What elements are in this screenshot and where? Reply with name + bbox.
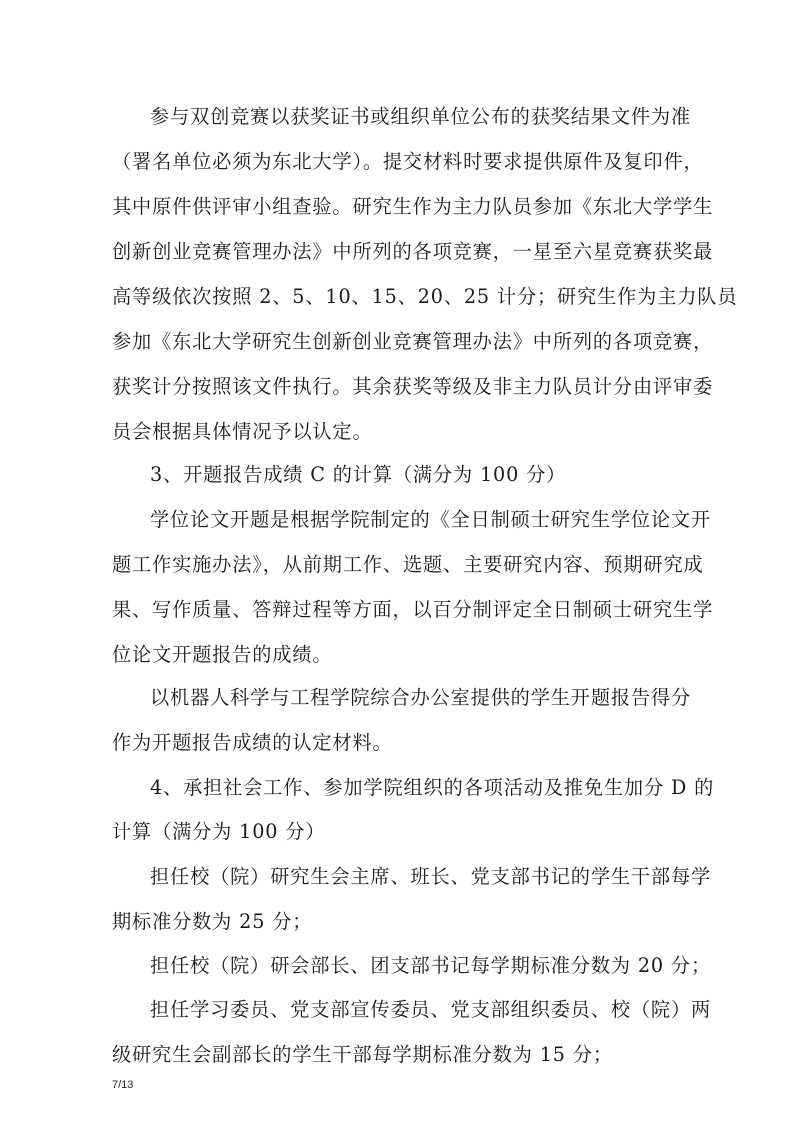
section-heading: 计算（满分为 100 分） <box>112 820 326 843</box>
paragraph-line: 题工作实施办法》，从前期工作、选题、主要研究内容、预期研究成 <box>112 553 704 576</box>
paragraph-line: 作为开题报告成绩的认定材料。 <box>112 731 393 754</box>
paragraph-line: 级研究生会副部长的学生干部每学期标准分数为 15 分； <box>112 1043 613 1066</box>
paragraph-line: 获奖计分按照该文件执行。其余获奖等级及非主力队员计分由评审委 <box>112 375 714 398</box>
paragraph-line: 担任校（院）研会部长、团支部书记每学期标准分数为 20 分； <box>150 954 711 977</box>
paragraph-line: 员会根据具体情况予以认定。 <box>112 420 373 443</box>
paragraph-line: 参加《东北大学研究生创新创业竞赛管理办法》中所列的各项竞赛， <box>112 330 714 353</box>
paragraph-line: 位论文开题报告的成绩。 <box>112 643 333 666</box>
paragraph-line: 学位论文开题是根据学院制定的《全日制硕士研究生学位论文开 <box>150 508 712 531</box>
paragraph-line: 担任校（院）研究生会主席、班长、党支部书记的学生干部每学 <box>150 865 712 888</box>
paragraph-line: 高等级依次按照 2、5、10、15、20、25 计分；研究生作为主力队员 <box>112 285 738 308</box>
paragraph-line: （署名单位必须为东北大学）。提交材料时要求提供原件及复印件， <box>112 150 704 173</box>
paragraph-line: 其中原件供评审小组查验。研究生作为主力队员参加《东北大学学生 <box>112 195 714 218</box>
paragraph-line: 期标准分数为 25 分； <box>112 910 313 933</box>
paragraph-line: 果、写作质量、答辩过程等方面，以百分制评定全日制硕士研究生学 <box>112 598 714 621</box>
paragraph-line: 以机器人科学与工程学院综合办公室提供的学生开题报告得分 <box>150 686 692 709</box>
section-heading: 3、开题报告成绩 C 的计算（满分为 100 分） <box>150 463 567 486</box>
paragraph-line: 参与双创竞赛以获奖证书或组织单位公布的获奖结果文件为准 <box>150 105 692 128</box>
paragraph-line: 担任学习委员、党支部宣传委员、党支部组织委员、校（院）两 <box>150 998 712 1021</box>
section-heading: 4、承担社会工作、参加学院组织的各项活动及推免生加分 D 的 <box>150 776 715 799</box>
paragraph-line: 创新创业竞赛管理办法》中所列的各项竞赛，一星至六星竞赛获奖最 <box>112 240 714 263</box>
page-number: 7/13 <box>112 1079 134 1091</box>
